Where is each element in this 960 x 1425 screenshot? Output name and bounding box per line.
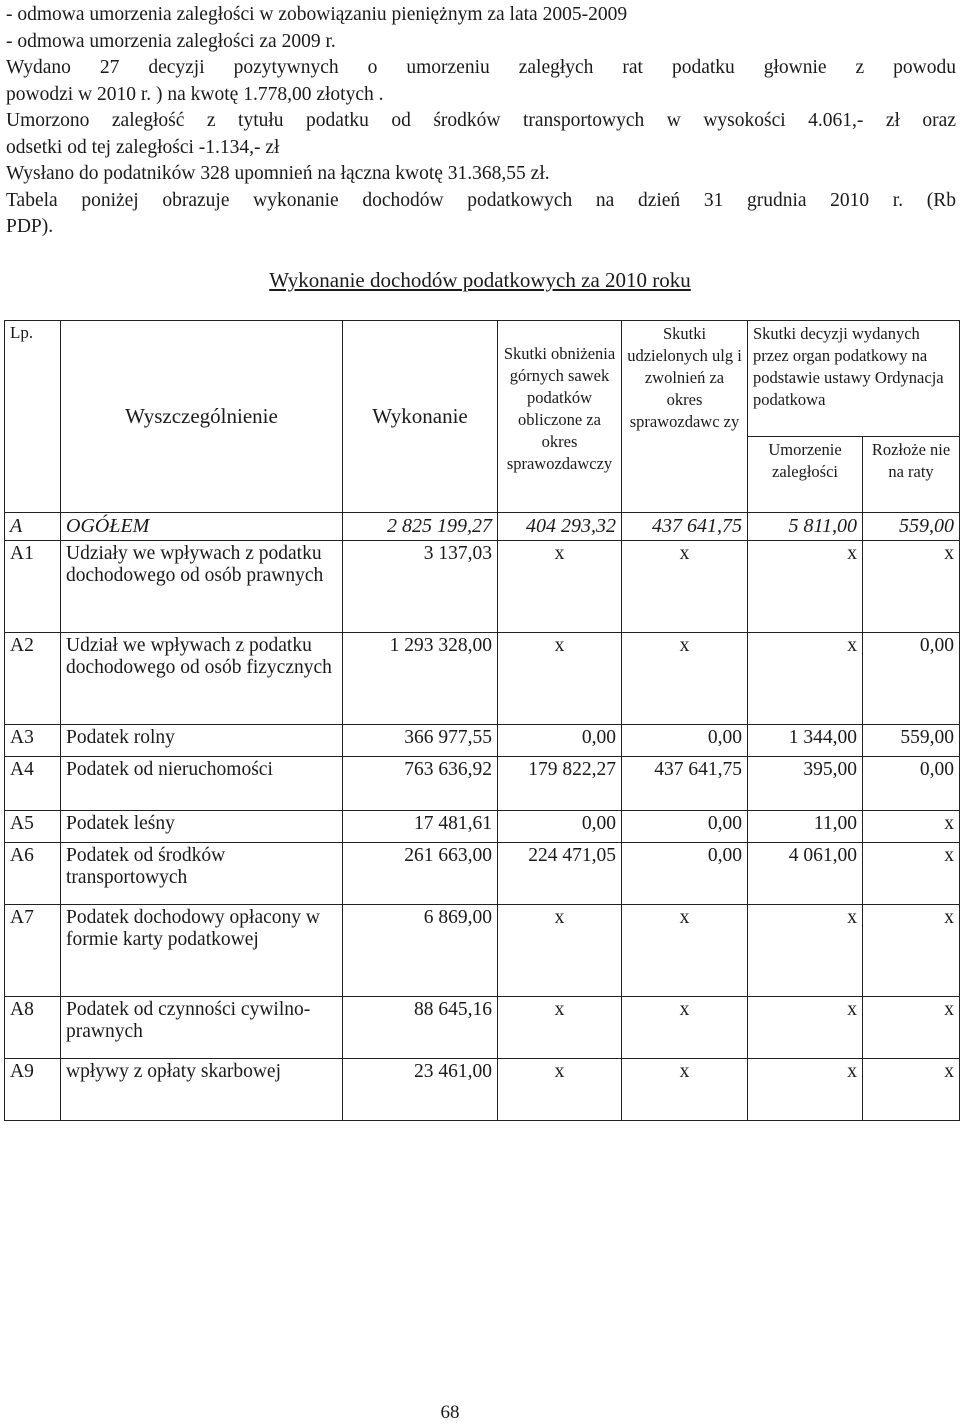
row-lowered-rates: x [498, 541, 622, 633]
row-remission: x [748, 541, 863, 633]
table-row [5, 997, 960, 1059]
intro-line: - odmowa umorzenia zaległości za 2009 r. [6, 30, 336, 52]
table-row [5, 633, 960, 725]
row-installments: x [863, 843, 960, 905]
row-lp: A6 [5, 843, 61, 905]
table-row [5, 905, 960, 997]
row-remission: 395,00 [748, 757, 863, 811]
header-lowered-rates: Skutki obniżenia górnych sawek podatków obliczone za okres sprawozdawczy [498, 321, 622, 513]
page-number: 68 [440, 1402, 460, 1423]
row-remission: 4 061,00 [748, 843, 863, 905]
row-lowered-rates: 224 471,05 [498, 843, 622, 905]
row-installments: 0,00 [863, 757, 960, 811]
row-lp: A1 [5, 541, 61, 633]
header-decisions-group: Skutki decyzji wydanych przez organ podatkowy na podstawie ustawy Ordynacja podatkowa [748, 321, 960, 437]
row-lowered-rates: x [498, 1059, 622, 1121]
table-row [5, 1059, 960, 1121]
total-lp: A [5, 513, 61, 541]
intro-text [6, 2, 956, 241]
row-execution: 366 977,55 [343, 725, 498, 757]
total-installments: 559,00 [863, 513, 960, 541]
intro-line: Umorzono zaległość z tytułu podatku od środków transportowych w wysokości 4.061,- zł oraz [6, 110, 956, 131]
total-description: OGÓŁEM [61, 513, 343, 541]
row-lp: A7 [5, 905, 61, 997]
row-description: Podatek od czynności cywilno-prawnych [61, 997, 343, 1059]
header-description: Wyszczególnienie [61, 321, 343, 513]
row-remission: x [748, 1059, 863, 1121]
row-lp: A3 [5, 725, 61, 757]
row-lp: A4 [5, 757, 61, 811]
row-installments: x [863, 811, 960, 843]
row-lp: A2 [5, 633, 61, 725]
table-row [5, 811, 960, 843]
table-row-total [5, 513, 960, 541]
header-lp: Lp. [5, 321, 61, 513]
intro-line: PDP). [6, 216, 54, 237]
row-reliefs: 437 641,75 [622, 757, 748, 811]
total-remission: 5 811,00 [748, 513, 863, 541]
row-description: Podatek rolny [61, 725, 343, 757]
row-description: Udział we wpływach z podatku dochodowego od osób fizycznych [61, 633, 343, 725]
intro-line: Wydano 27 decyzji pozytywnych o umorzeniu zaległych rat podatku głownie z powodu [6, 57, 956, 78]
row-installments: x [863, 1059, 960, 1121]
header-remission: Umorzenie zaległości [748, 437, 863, 513]
table-caption: Wykonanie dochodów podatkowych za 2010 roku [269, 268, 691, 292]
row-installments: x [863, 905, 960, 997]
row-remission: 11,00 [748, 811, 863, 843]
header-reliefs: Skutki udzielonych ulg i zwolnień za okres sprawozdawc zy [622, 321, 748, 513]
intro-line: - odmowa umorzenia zaległości w zobowiązaniu pieniężnym za lata 2005-2009 [6, 4, 628, 25]
row-lowered-rates: x [498, 633, 622, 725]
tax-income-table [4, 320, 960, 1121]
row-description: Podatek od nieruchomości [61, 757, 343, 811]
row-execution: 23 461,00 [343, 1059, 498, 1121]
row-description: Podatek leśny [61, 811, 343, 843]
row-reliefs: x [622, 541, 748, 633]
table-row [5, 725, 960, 757]
row-lp: A9 [5, 1059, 61, 1121]
row-reliefs: x [622, 633, 748, 725]
row-reliefs: 0,00 [622, 725, 748, 757]
row-description: wpływy z opłaty skarbowej [61, 1059, 343, 1121]
row-remission: x [748, 997, 863, 1059]
row-execution: 3 137,03 [343, 541, 498, 633]
row-lowered-rates: 179 822,27 [498, 757, 622, 811]
row-execution: 17 481,61 [343, 811, 498, 843]
row-reliefs: x [622, 905, 748, 997]
row-remission: x [748, 905, 863, 997]
row-lowered-rates: x [498, 997, 622, 1059]
row-reliefs: x [622, 997, 748, 1059]
table-row [5, 541, 960, 633]
row-installments: x [863, 541, 960, 633]
row-execution: 88 645,16 [343, 997, 498, 1059]
row-installments: 0,00 [863, 633, 960, 725]
intro-line: powodzi w 2010 r. ) na kwotę 1.778,00 złotych . [6, 83, 384, 105]
row-lp: A8 [5, 997, 61, 1059]
intro-line: Wysłano do podatników 328 upomnień na łączna kwotę 31.368,55 zł. [6, 163, 550, 184]
row-description: Udziały we wpływach z podatku dochodowego od osób prawnych [61, 541, 343, 633]
row-lowered-rates: 0,00 [498, 725, 622, 757]
row-remission: x [748, 633, 863, 725]
row-installments: 559,00 [863, 725, 960, 757]
intro-line: Tabela poniżej obrazuje wykonanie dochodów podatkowych na dzień 31 grudnia 2010 r. (Rb [6, 189, 956, 211]
header-installments: Rozłoże nie na raty [863, 437, 960, 513]
row-remission: 1 344,00 [748, 725, 863, 757]
row-installments: x [863, 997, 960, 1059]
row-description: Podatek od środków transportowych [61, 843, 343, 905]
header-execution: Wykonanie [343, 321, 498, 513]
total-lowered-rates: 404 293,32 [498, 513, 622, 541]
row-execution: 763 636,92 [343, 757, 498, 811]
total-reliefs: 437 641,75 [622, 513, 748, 541]
row-description: Podatek dochodowy opłacony w formie karty podatkowej [61, 905, 343, 997]
row-lowered-rates: 0,00 [498, 811, 622, 843]
table-row [5, 843, 960, 905]
row-execution: 1 293 328,00 [343, 633, 498, 725]
row-reliefs: 0,00 [622, 811, 748, 843]
row-execution: 6 869,00 [343, 905, 498, 997]
table-row [5, 757, 960, 811]
row-execution: 261 663,00 [343, 843, 498, 905]
total-execution: 2 825 199,27 [343, 513, 498, 541]
row-reliefs: 0,00 [622, 843, 748, 905]
row-lp: A5 [5, 811, 61, 843]
row-lowered-rates: x [498, 905, 622, 997]
row-reliefs: x [622, 1059, 748, 1121]
intro-line: odsetki od tej zaległości -1.134,- zł [6, 136, 280, 158]
